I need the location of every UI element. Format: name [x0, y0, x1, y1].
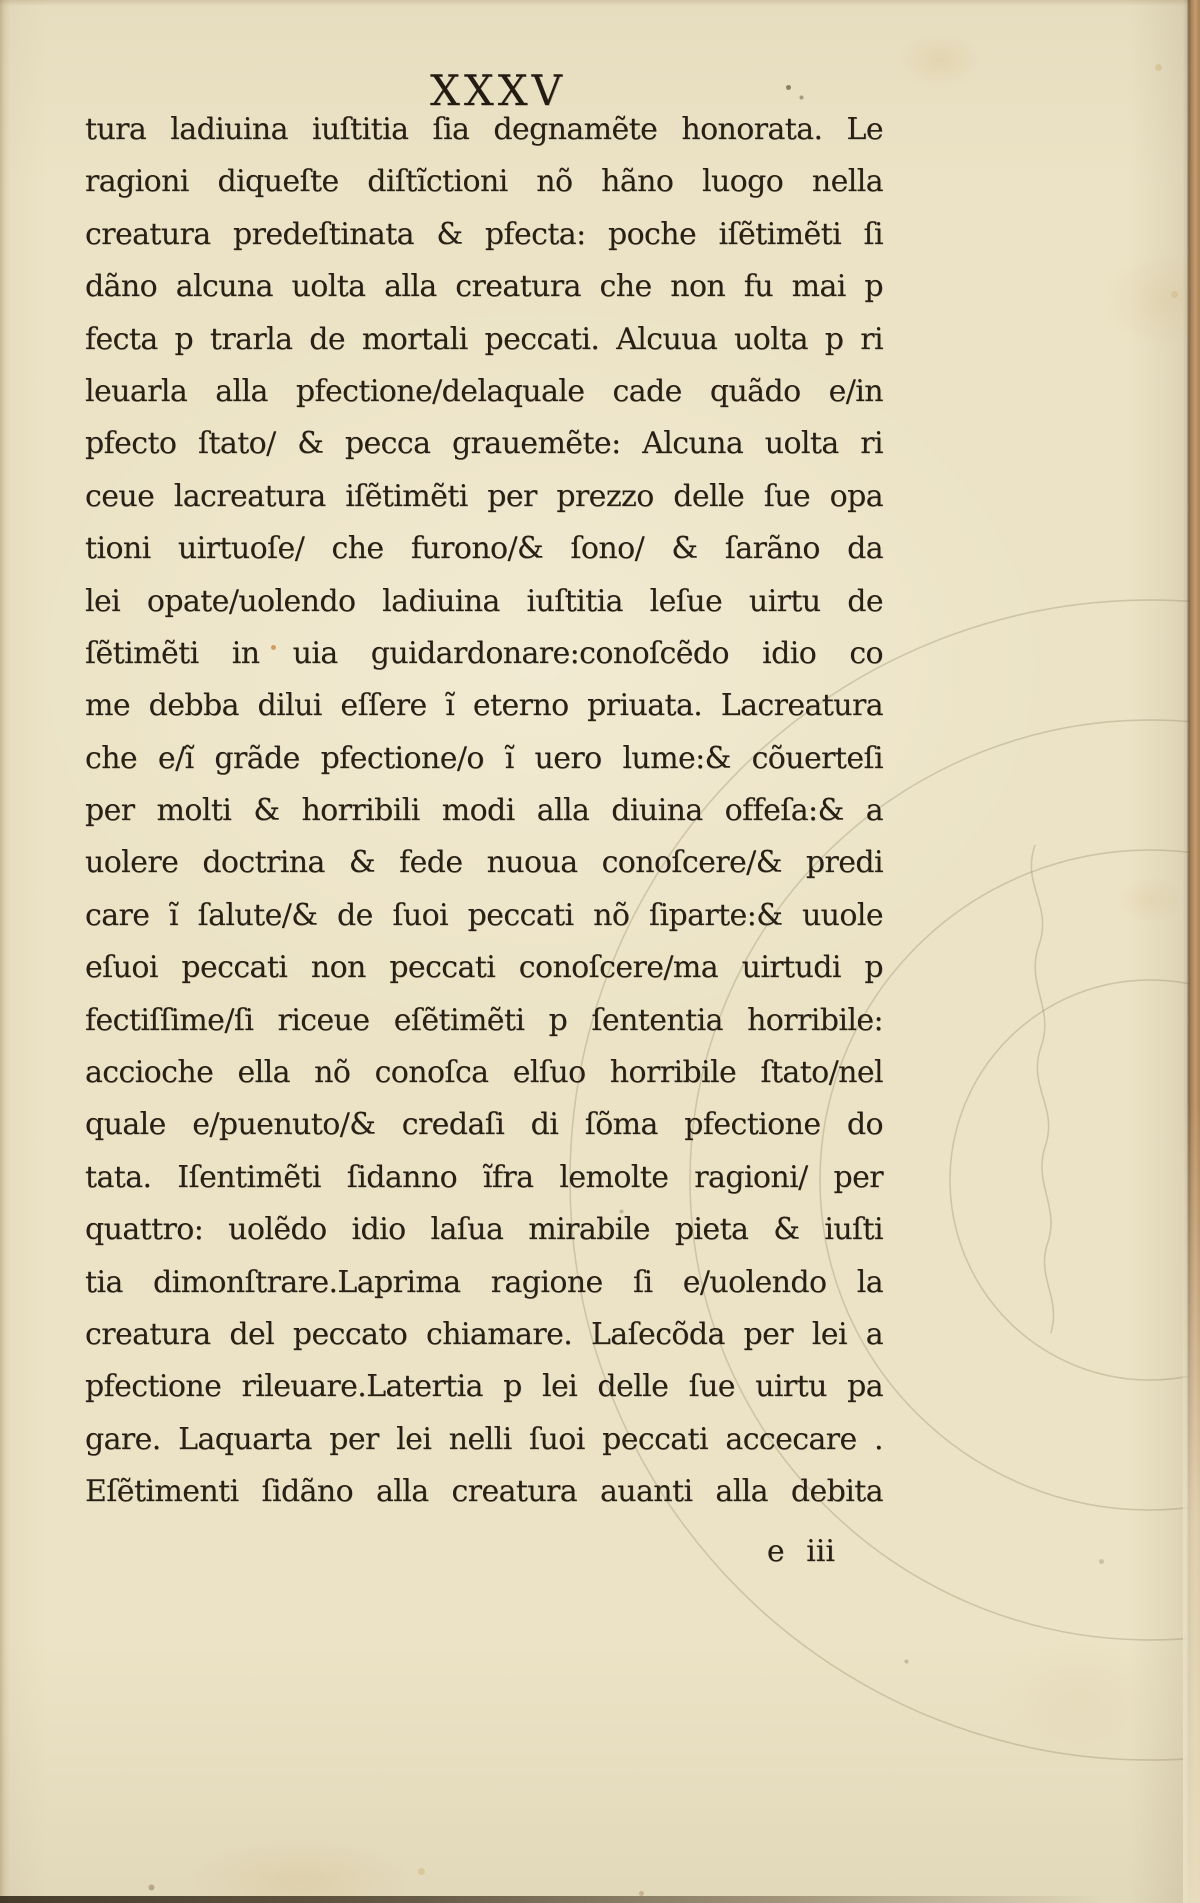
text-line: che e/ĩ grãde pfectione/o ĩ uero lume:& cõuerteſi: [85, 740, 883, 776]
text-line: tia dimonſtrare.Laprima ragione ſi e/uolendo la: [85, 1264, 883, 1300]
text-line: dãno alcuna uolta alla creatura che non fu mai p: [85, 269, 883, 305]
text-line: pfecto ſtato/ & pecca grauemẽte: Alcuna uolta ri: [85, 426, 883, 462]
page-edge-left: [0, 0, 10, 1903]
text-line: eſuoi peccati non peccati conoſcere/ma uirtudi p: [85, 950, 883, 986]
text-line: tata. Iſentimẽti ſidanno ĩfra lemolte ragioni/ per: [85, 1159, 883, 1195]
text-line: fectiſſime/ſi riceue eſẽtimẽti p ſententia horribile:: [85, 1002, 883, 1038]
text-line: creatura predeſtinata & pfecta: poche iſẽtimẽti ſi: [85, 216, 883, 252]
text-line: quale e/puenuto/& credaſi di ſõma pfectione do: [85, 1107, 883, 1143]
text-line: creatura del peccato chiamare. Laſecõda per lei a: [85, 1316, 883, 1352]
text-line: pfectione rileuare.Latertia p lei delle ſue uirtu pa: [85, 1369, 883, 1405]
text-line: tioni uirtuoſe/ che furono/& ſono/ & ſarãno da: [85, 531, 883, 567]
text-line: accioche ella nõ conoſca elſuo horribile ſtato/nel: [85, 1055, 883, 1091]
text-line: uolere doctrina & fede nuoua conoſcere/& predi: [85, 845, 883, 881]
text-line: ſẽtimẽti in uia guidardonare:conoſcẽdo idio co: [85, 635, 883, 671]
text-line: ceue lacreatura iſẽtimẽti per prezzo delle ſue opa: [85, 478, 883, 514]
text-line: fecta p trarla de mortali peccati. Alcuua uolta p ri: [85, 321, 883, 357]
page-number: XXXV: [429, 66, 567, 115]
watermark-circle: [950, 980, 1200, 1380]
watermark-chain-line: [1031, 845, 1053, 1333]
page-edge-bottom: [0, 1896, 1200, 1903]
text-line: tura ladiuina iuſtitia ſia degnamẽte honorata. Le: [85, 112, 883, 147]
signature-mark: e iii: [766, 1534, 835, 1569]
text-line: per molti & horribili modi alla diuina offeſa:& a: [85, 793, 883, 829]
text-block: [85, 104, 883, 1519]
text-line: Eſẽtimenti ſidãno alla creatura auanti alla debita: [85, 1474, 883, 1510]
page-edge-top: [0, 0, 1200, 6]
text-line: lei opate/uolendo ladiuina iuſtitia leſue uirtu de: [85, 583, 883, 619]
text-line: quattro: uolẽdo idio laſua mirabile pieta & iuſti: [85, 1212, 883, 1248]
text-line: me debba dilui eſſere ĩ eterno priuata. Lacreatura: [85, 688, 883, 724]
text-line: ragioni diqueſte diſtĩctioni nõ hãno luogo nella: [85, 164, 883, 200]
page-edge-right: [1183, 0, 1200, 1903]
text-line: leuarla alla pfectione/delaquale cade quãdo e/in: [85, 373, 883, 409]
text-line: gare. Laquarta per lei nelli ſuoi peccati accecare .: [85, 1421, 883, 1457]
text-line: care ĩ ſalute/& de ſuoi peccati nõ ſiparte:& uuole: [85, 897, 883, 933]
